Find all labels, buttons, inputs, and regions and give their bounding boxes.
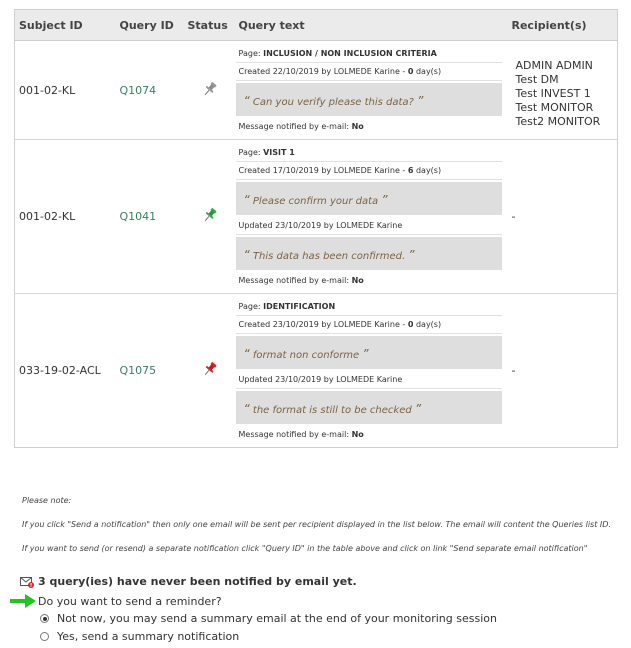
radio-button-selected[interactable] [40,614,49,623]
query-id-link[interactable]: Q1041 [119,210,157,223]
col-header-subject-id: Subject ID [15,10,116,41]
subject-id-cell: 001-02-KL [15,41,116,140]
query-created-line: Created 23/10/2019 by LOLMEDE Karine - 0 day(s) [236,316,502,334]
query-created-line: Created 22/10/2019 by LOLMEDE Karine - 0 day(s) [236,63,502,81]
recipient-item: Test2 MONITOR [515,115,601,128]
mail-warning-icon [20,576,34,588]
query-created-line: Created 17/10/2019 by LOLMEDE Karine - 6 day(s) [236,162,502,180]
query-notified-line: Message notified by e-mail: No [238,122,364,131]
not-notified-alert [20,575,357,588]
query-page-line: Page: INCLUSION / NON INCLUSION CRITERIA [236,45,502,63]
query-message: “ format non conforme ” [236,336,502,369]
col-header-recipients: Recipient(s) [508,10,618,41]
subject-id-cell: 033-19-02-ACL [15,294,116,448]
query-message: “ Can you verify please this data? ” [236,83,502,116]
recipient-item: Test DM [515,73,559,86]
green-pin-icon [202,207,218,223]
reminder-question-text: Do you want to send a reminder? [38,594,222,608]
grey-pin-icon [202,81,218,97]
query-notified-line: Message notified by e-mail: No [238,430,364,439]
recipient-item: ADMIN ADMIN [515,59,593,72]
queries-table [14,9,618,448]
notes-line: If you want to send (or resend) a separate notification click "Query ID" in the table above and click on link "Send separate email notification" [22,544,588,553]
query-page-line: Page: IDENTIFICATION [236,298,502,316]
query-id-link[interactable]: Q1074 [119,83,157,97]
radio-label: Not now, you may send a summary email at the end of your monitoring session [57,612,497,625]
radio-send-summary[interactable] [40,630,239,643]
query-updated-line: Updated 23/10/2019 by LOLMEDE Karine [236,371,502,389]
query-response: “ This data has been confirmed. ” [236,237,502,270]
query-id-link[interactable]: Q1075 [119,364,157,377]
radio-not-now[interactable] [40,612,497,625]
radio-label: Yes, send a summary notification [57,630,240,643]
reminder-question [10,594,222,608]
radio-button[interactable] [40,632,49,641]
col-header-status: Status [184,10,235,41]
query-thread [236,140,502,293]
recipient-item: Test INVEST 1 [515,87,591,100]
notes-heading: Please note: [22,496,72,505]
query-response: “ the format is still to be checked ” [236,391,502,424]
table-row [15,294,618,448]
query-thread [236,294,502,447]
query-notified-line: Message notified by e-mail: No [238,276,364,285]
alert-text: 3 query(ies) have never been notified by email yet. [38,575,357,588]
notes-line: If you click "Send a notification" then only one email will be sent per recipient displayed in the list below. The email will content the Queries list ID. [22,520,611,529]
table-row [15,41,618,140]
query-updated-line: Updated 23/10/2019 by LOLMEDE Karine [236,217,502,235]
subject-id-cell: 001-02-KL [15,140,116,294]
green-arrow-icon [10,594,36,608]
recipients-empty: - [511,209,516,223]
query-message: “ Please confirm your data ” [236,182,502,215]
notes-section [22,496,611,568]
query-page-line: Page: VISIT 1 [236,144,502,162]
recipient-item: Test MONITOR [515,101,594,114]
red-pin-icon [202,361,218,377]
recipients-empty: - [511,363,516,377]
col-header-query-text: Query text [235,10,508,41]
query-thread [236,41,502,139]
col-header-query-id: Query ID [116,10,184,41]
recipients-list [512,59,618,129]
table-header-row [15,10,618,41]
table-row [15,140,618,294]
